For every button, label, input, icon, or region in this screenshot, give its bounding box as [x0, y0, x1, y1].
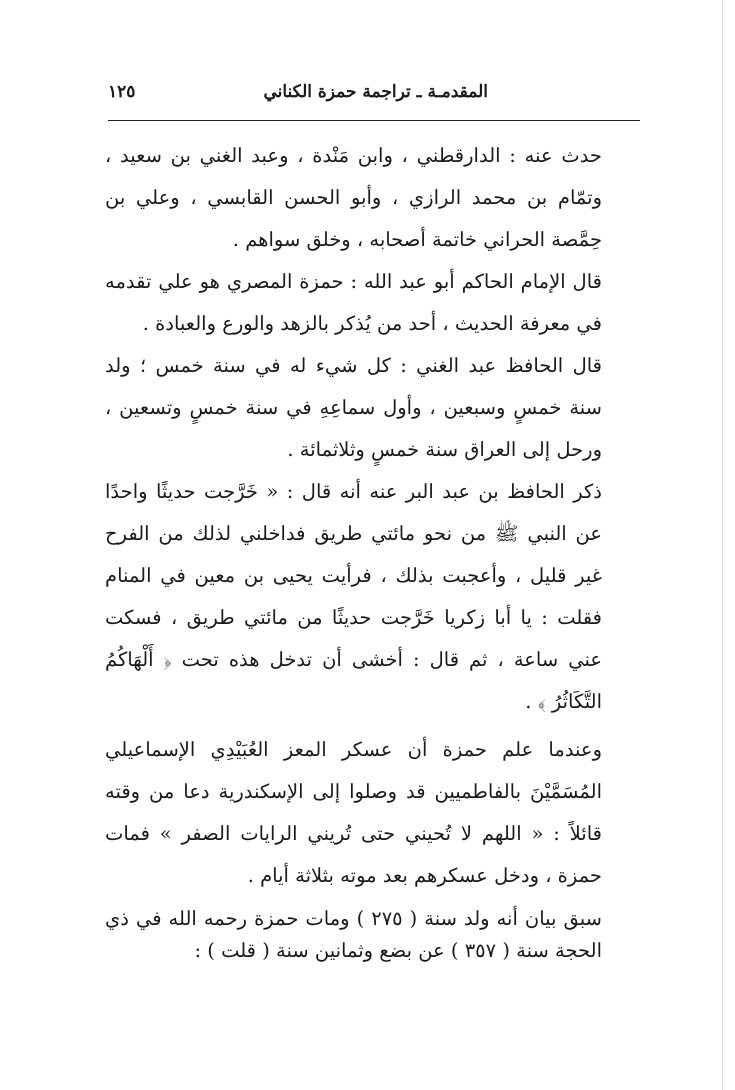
body-text	[105, 135, 602, 1015]
paragraph-narrators: حدث عنه : الدارقطني ، وابن مَنْدة ، وعبد الغني بن سعيد ، وتمّام بن محمد الرازي ، وأبو الحسن القابسي ، وعلي بن حِمَّصة الحراني خاتمة أصحابه ، وخلق سواهم .	[105, 144, 602, 251]
page-number: ١٢٥	[108, 82, 136, 102]
page-edge-line	[722, 0, 723, 1090]
paragraph-dates: سبق بيان أنه ولد سنة ( ٢٧٥ ) ومات حمزة رحمه الله في ذي الحجة سنة ( ٣٥٧ ) عن بضع وثمانين سنة ( قلت ) :	[105, 907, 603, 962]
paragraph-ibn-abdulbarr-story: ذكر الحافظ بن عبد البر عنه أنه قال : « خَرَّجت حديثًا واحدًا عن النبي ﷺ من نحو مائتي طريق فداخلني لذلك من الفرح غير قليل ، وأعجبت بذلك ، فرأيت يحيى بن معين في المنام فقلت : يا أبا زكريا خَرَّجت حديثًا من مائتي طريق ، فسكت عني ساعة ، ثم قال : أخشى أن تدخل هذه تحت ﴿ أَلْهَاكُمُ التَّكَاثُرُ ﴾ .	[105, 480, 602, 713]
header-title: المقدمـة ـ تراجمة حمزة الكناني	[263, 82, 488, 102]
paragraph-hakim-quote: قال الإمام الحاكم أبو عبد الله : حمزة المصري هو علي تقدمه في معرفة الحديث ، أحد من يُذكر بالزهد والورع والعبادة .	[105, 270, 602, 335]
header-rule	[108, 120, 640, 121]
paragraph-abdulghani-quote: قال الحافظ عبد الغني : كل شيء له في سنة خمس ؛ ولد سنة خمسٍ وسبعين ، وأول سماعِهِ في سنة خمسٍ وتسعين ، ورحل إلى العراق سنة خمسٍ وثلاثمائة .	[105, 354, 602, 461]
running-header	[108, 82, 638, 108]
paragraph-death-account: وعندما علم حمزة أن عسكر المعز العُبَيْدِي الإسماعيلي المُسَمَّيْنَ بالفاطميين قد وصلوا إلى الإسكندرية دعا من وقته قائلاً : « اللهم لا تُحيني حتى تُريني الرايات الصفر » فمات حمزة ، ودخل عسكرهم بعد موته بثلاثة أيام .	[105, 738, 602, 887]
